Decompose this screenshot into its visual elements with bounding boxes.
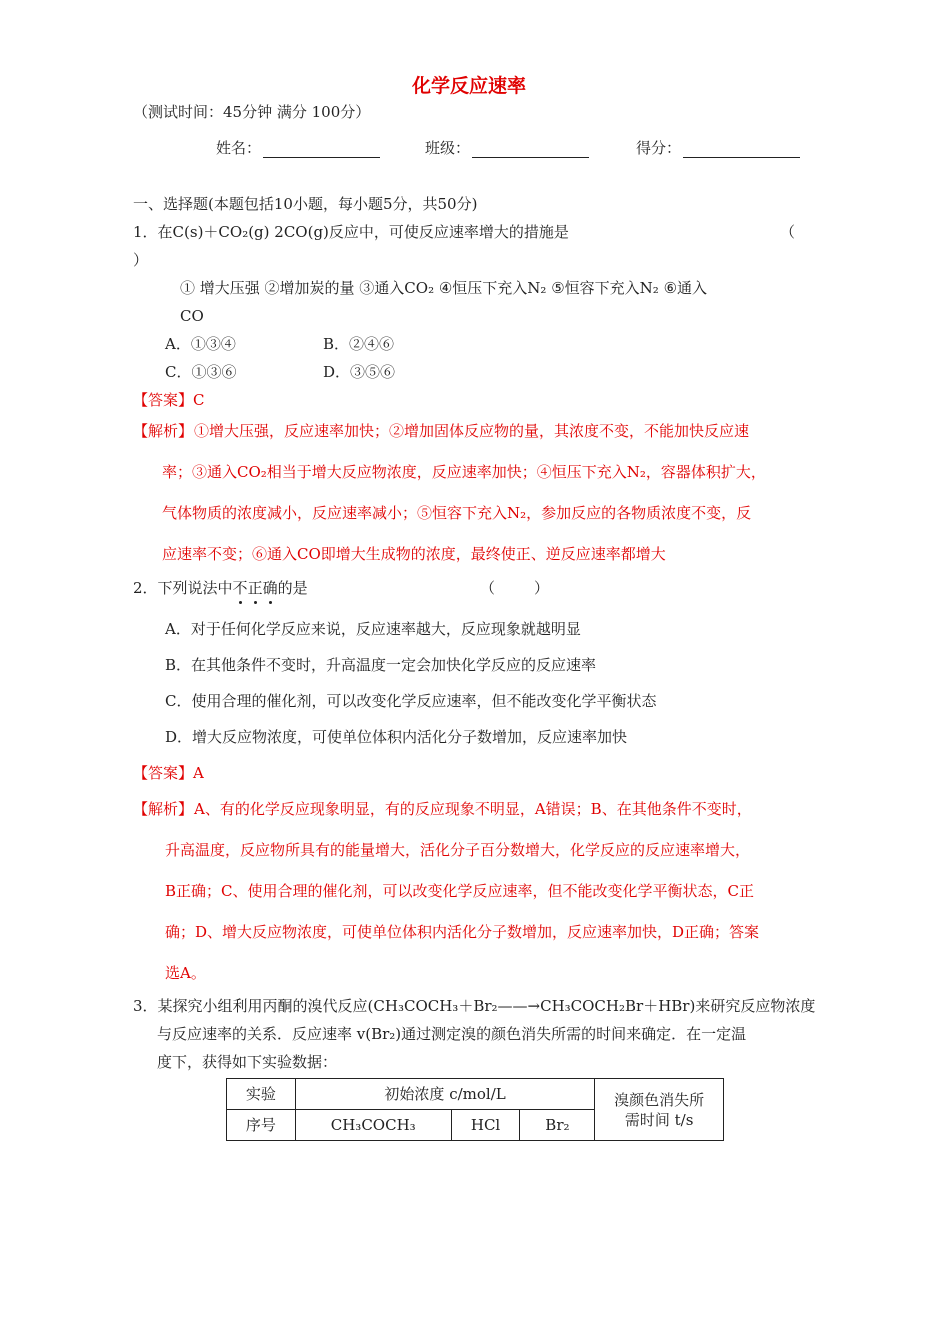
header-conc: 初始浓度 c/mol/L bbox=[295, 1079, 595, 1110]
q1-options-line1: ① 增大压强 ②增加炭的量 ③通入CO₂ ④恒压下充入N₂ ⑤恒容下充入N₂ ⑥通入 bbox=[180, 279, 708, 297]
q3-line1: 3．某探究小组利用丙酮的溴代反应(CH₃COCH₃＋Br₂——→CH₃COCH₂Br＋HBr)来研究反应物浓度 bbox=[133, 997, 816, 1015]
q3-line3: 度下，获得如下实验数据： bbox=[157, 1053, 338, 1071]
q1-choice-a: A．①③④ bbox=[165, 335, 236, 353]
q2-analysis-1: A、有的化学反应现象明显，有的反应现象不明显，A错误；B、在其他条件不变时， bbox=[194, 800, 752, 818]
q2-paren-open: （ bbox=[480, 579, 496, 597]
header-time-2: 需时间 t/s bbox=[624, 1110, 694, 1129]
q1-analysis-1: ①增大压强，反应速率加快；②增加固体反应物的量，其浓度不变，不能加快反应速 bbox=[194, 422, 750, 440]
q2-analysis-2: 升高温度，反应物所具有的能量增大，活化分子百分数增大，化学反应的反应速率增大， bbox=[165, 841, 751, 859]
q1-paren-open: （ bbox=[780, 223, 796, 241]
q1-choice-b: B．②④⑥ bbox=[323, 335, 395, 353]
q2-stem-post: 的是 bbox=[277, 579, 308, 597]
q2-stem-pre: 2．下列说法中 bbox=[133, 579, 233, 597]
class-field bbox=[425, 138, 589, 158]
col-br2: Br₂ bbox=[520, 1110, 595, 1141]
test-meta: （测试时间：45分钟 满分 100分） bbox=[133, 103, 371, 121]
emphasis-char: 正 bbox=[247, 579, 263, 597]
q1-analysis-3: 气体物质的浓度减小，反应速率减小；⑤恒容下充入N₂，参加反应的各物质浓度不变，反 bbox=[162, 504, 752, 522]
q2-stem bbox=[133, 578, 308, 598]
q1-options-line2: CO bbox=[180, 307, 204, 325]
table-row bbox=[227, 1079, 724, 1110]
name-field bbox=[216, 138, 380, 158]
q2-analysis-label: 【解析】 bbox=[133, 800, 194, 818]
experiment-table bbox=[226, 1078, 724, 1141]
header-time bbox=[595, 1079, 724, 1141]
name-label: 姓名： bbox=[216, 139, 262, 157]
page-title: 化学反应速率 bbox=[412, 75, 527, 97]
emphasis-char: 确 bbox=[262, 579, 278, 597]
name-blank bbox=[263, 141, 380, 158]
q3-line2: 与反应速率的关系．反应速率 v(Br₂)通过测定溴的颜色消失所需的时间来确定．在一定温 bbox=[157, 1025, 747, 1043]
q1-answer: 【答案】C bbox=[133, 391, 205, 409]
q2-option-d: D．增大反应物浓度，可使单位体积内活化分子数增加，反应速率加快 bbox=[165, 728, 628, 746]
q1-choice-c: C．①③⑥ bbox=[165, 363, 237, 381]
header-exp-2: 序号 bbox=[227, 1110, 296, 1141]
class-blank bbox=[472, 141, 589, 158]
q2-analysis-4: 确；D、增大反应物浓度，可使单位体积内活化分子数增加，反应速率加快，D正确；答案 bbox=[165, 923, 760, 941]
col-hcl: HCl bbox=[451, 1110, 520, 1141]
q2-option-c: C．使用合理的催化剂，可以改变化学反应速率，但不能改变化学平衡状态 bbox=[165, 692, 657, 710]
section-heading: 一、选择题(本题包括10小题，每小题5分，共50分) bbox=[133, 195, 478, 213]
q2-paren-close: ） bbox=[534, 579, 550, 597]
q2-answer: 【答案】A bbox=[133, 764, 204, 782]
q1-stem: 1．在C(s)＋CO₂(g) 2CO(g)反应中，可使反应速率增大的措施是 bbox=[133, 223, 569, 241]
q1-analysis-label: 【解析】 bbox=[133, 422, 194, 440]
q1-analysis-2: 率；③通入CO₂相当于增大反应物浓度，反应速率加快；④恒压下充入N₂，容器体积扩大， bbox=[162, 463, 766, 481]
q1-analysis-4: 应速率不变；⑥通入CO即增大生成物的浓度，最终使正、逆反应速率都增大 bbox=[162, 545, 666, 563]
emphasis-char: 不 bbox=[232, 579, 248, 597]
header-exp-1: 实验 bbox=[227, 1079, 296, 1110]
q2-analysis-3: B正确；C、使用合理的催化剂，可以改变化学反应速率，但不能改变化学平衡状态，C正 bbox=[165, 882, 754, 900]
q2-option-b: B．在其他条件不变时，升高温度一定会加快化学反应的反应速率 bbox=[165, 656, 597, 674]
col-acetone: CH₃COCH₃ bbox=[295, 1110, 451, 1141]
q1-choice-d: D．③⑤⑥ bbox=[323, 363, 396, 381]
score-blank bbox=[683, 141, 800, 158]
score-field bbox=[636, 138, 800, 158]
header-time-1: 溴颜色消失所 bbox=[614, 1090, 705, 1109]
class-label: 班级： bbox=[425, 139, 471, 157]
score-label: 得分： bbox=[636, 139, 682, 157]
q1-paren-close: ） bbox=[133, 251, 149, 269]
q2-option-a: A．对于任何化学反应来说，反应速率越大，反应现象就越明显 bbox=[165, 620, 581, 638]
q2-analysis-5: 选A。 bbox=[165, 964, 206, 982]
